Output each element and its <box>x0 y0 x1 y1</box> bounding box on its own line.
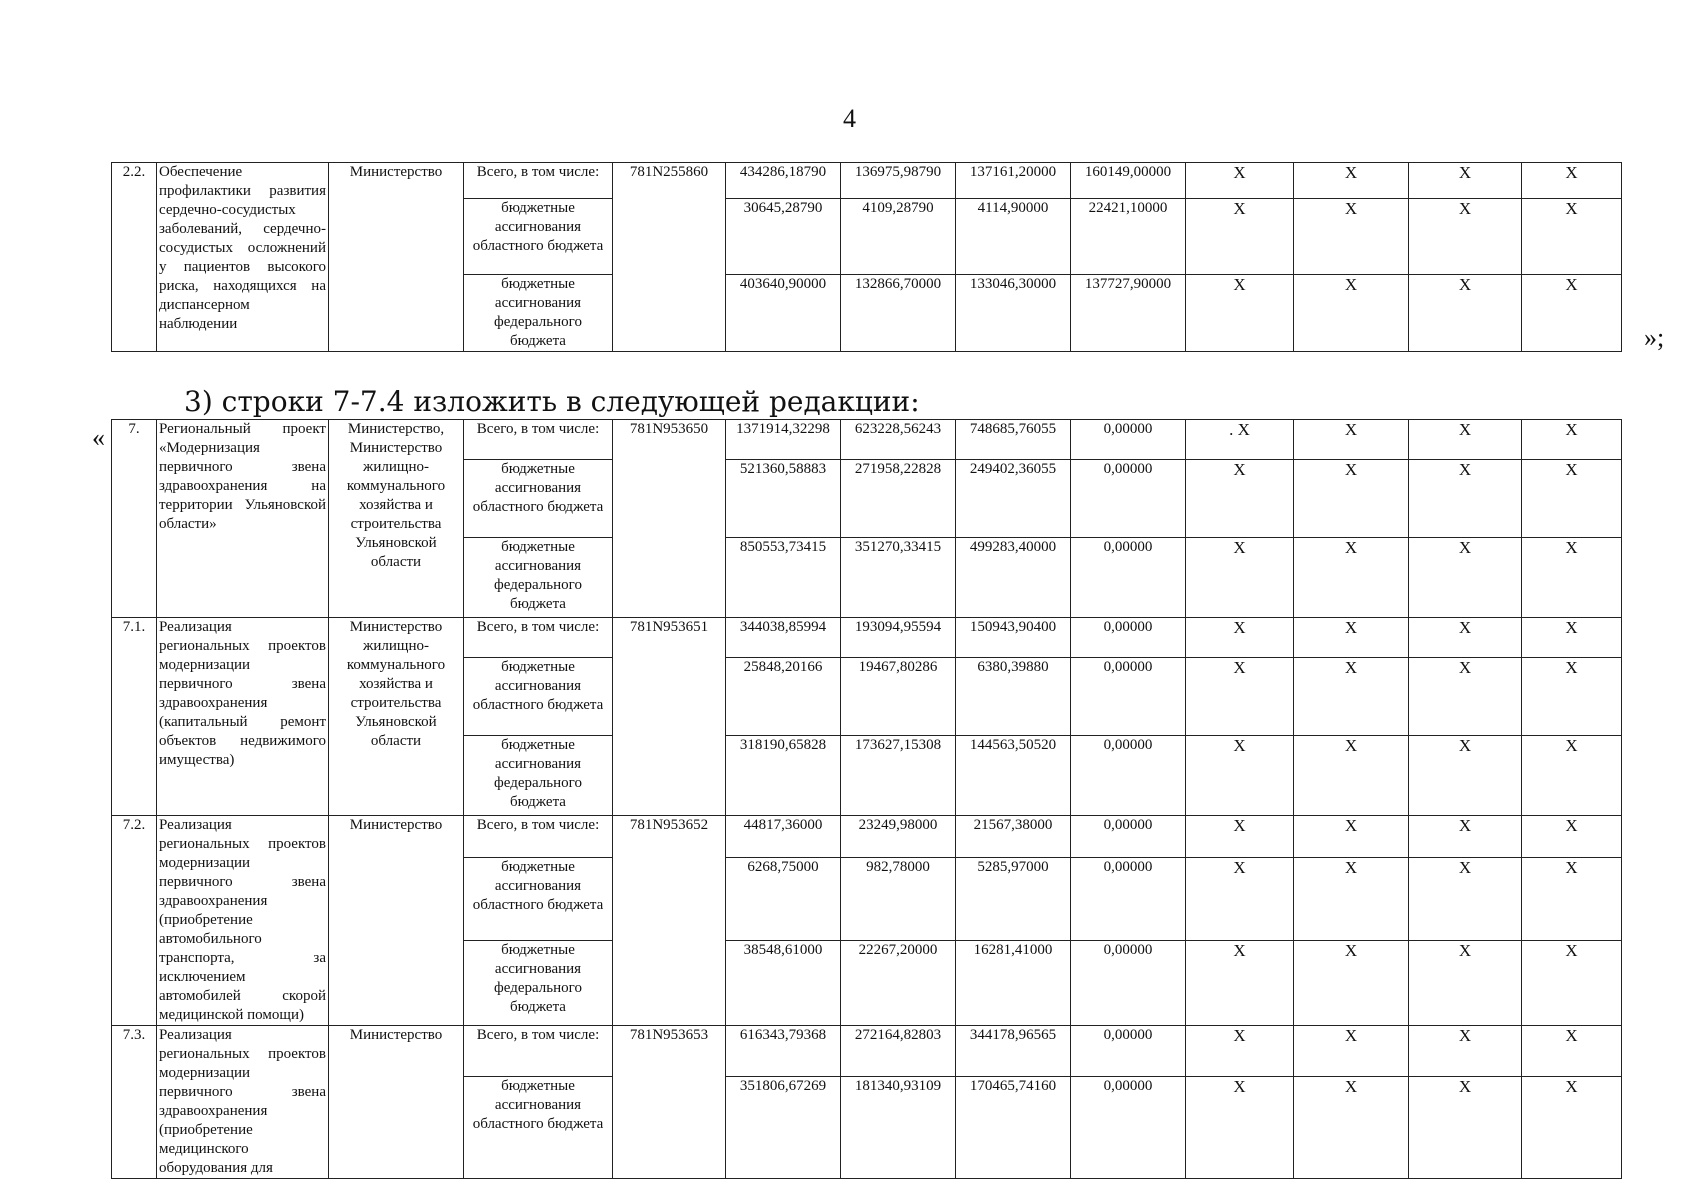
measure-description: Региональный проект «Модернизация первичного звена здравоохранения на территории Ульяновской области» <box>157 420 329 618</box>
x-mark-cell: Х <box>1409 618 1522 658</box>
x-mark-cell: Х <box>1294 275 1409 352</box>
x-mark-cell: Х <box>1522 941 1622 1026</box>
funding-source: бюджетные ассигнования областного бюджета <box>464 199 613 275</box>
x-mark-cell: Х <box>1186 658 1294 736</box>
x-mark-cell: Х <box>1522 163 1622 199</box>
amount-cell: 344178,96565 <box>956 1026 1071 1077</box>
x-mark-cell: Х <box>1409 736 1522 816</box>
x-mark-cell: Х <box>1522 275 1622 352</box>
amount-cell: 4109,28790 <box>841 199 956 275</box>
amount-cell: 6380,39880 <box>956 658 1071 736</box>
measure-description: Обеспечение профилактики развития сердечно-сосудистых заболеваний, сердечно-сосудистых осложнений у пациентов высокого риска, находящихся на диспансерном наблюдении <box>157 163 329 352</box>
x-mark-cell: Х <box>1409 460 1522 538</box>
amount-cell: 6268,75000 <box>726 858 841 941</box>
amount-cell: 5285,97000 <box>956 858 1071 941</box>
x-mark-cell: Х <box>1294 163 1409 199</box>
x-mark-cell: Х <box>1409 420 1522 460</box>
budget-code: 781N953653 <box>613 1026 726 1179</box>
x-mark-cell: Х <box>1294 538 1409 618</box>
x-mark-cell: Х <box>1409 858 1522 941</box>
amount-cell: 44817,36000 <box>726 816 841 858</box>
x-mark-cell: Х <box>1522 1026 1622 1077</box>
x-mark-cell: Х <box>1294 736 1409 816</box>
x-mark-cell: Х <box>1522 420 1622 460</box>
measure-description: Реализация региональных проектов модернизации первичного звена здравоохранения (капитальный ремонт объектов недвижимого имущества) <box>157 618 329 816</box>
table-row <box>112 816 1622 858</box>
amount-cell: 0,00000 <box>1071 420 1186 460</box>
funding-source: бюджетные ассигнования федерального бюджета <box>464 538 613 618</box>
funding-source: Всего, в том числе: <box>464 1026 613 1077</box>
amount-cell: 170465,74160 <box>956 1077 1071 1179</box>
table-row <box>112 618 1622 658</box>
amount-cell: 22267,20000 <box>841 941 956 1026</box>
funding-source: Всего, в том числе: <box>464 163 613 199</box>
amount-cell: 0,00000 <box>1071 816 1186 858</box>
funding-source: бюджетные ассигнования федерального бюджета <box>464 736 613 816</box>
x-mark-cell: Х <box>1186 618 1294 658</box>
amount-cell: 748685,76055 <box>956 420 1071 460</box>
row-number: 7.2. <box>112 816 157 1026</box>
amount-cell: 249402,36055 <box>956 460 1071 538</box>
page-number: 4 <box>843 104 856 133</box>
x-mark-cell: Х <box>1409 816 1522 858</box>
amount-cell: 160149,00000 <box>1071 163 1186 199</box>
funding-source: Всего, в том числе: <box>464 816 613 858</box>
budget-code: 781N255860 <box>613 163 726 352</box>
x-mark-cell: Х <box>1522 858 1622 941</box>
row-number: 2.2. <box>112 163 157 352</box>
amount-cell: 434286,18790 <box>726 163 841 199</box>
x-mark-cell: Х <box>1522 736 1622 816</box>
funding-source: Всего, в том числе: <box>464 420 613 460</box>
x-mark-cell: Х <box>1522 199 1622 275</box>
amount-cell: 344038,85994 <box>726 618 841 658</box>
x-mark-cell: Х <box>1409 941 1522 1026</box>
amount-cell: 132866,70000 <box>841 275 956 352</box>
row-number: 7. <box>112 420 157 618</box>
table-row <box>112 163 1622 199</box>
funding-source: бюджетные ассигнования федерального бюджета <box>464 941 613 1026</box>
x-mark-cell: Х <box>1522 658 1622 736</box>
budget-table-row-2-2 <box>111 162 1622 352</box>
amount-cell: 1371914,32298 <box>726 420 841 460</box>
x-mark-cell: Х <box>1294 941 1409 1026</box>
amount-cell: 0,00000 <box>1071 538 1186 618</box>
x-mark-cell: Х <box>1186 1026 1294 1077</box>
amount-cell: 193094,95594 <box>841 618 956 658</box>
x-mark-cell: Х <box>1522 1077 1622 1179</box>
x-mark-cell: Х <box>1409 275 1522 352</box>
x-mark-cell: Х <box>1294 1026 1409 1077</box>
amount-cell: 21567,38000 <box>956 816 1071 858</box>
x-mark-cell: Х <box>1294 658 1409 736</box>
amount-cell: 19467,80286 <box>841 658 956 736</box>
responsible-executor: Министерство, Министерство жилищно-коммунального хозяйства и строительства Ульяновской области <box>329 420 464 618</box>
row-number: 7.1. <box>112 618 157 816</box>
amount-cell: 623228,56243 <box>841 420 956 460</box>
budget-code: 781N953651 <box>613 618 726 816</box>
x-mark-cell: Х <box>1294 1077 1409 1179</box>
table-row <box>112 420 1622 460</box>
amount-cell: 403640,90000 <box>726 275 841 352</box>
budget-table-rows-7 <box>111 419 1622 1179</box>
amount-cell: 0,00000 <box>1071 941 1186 1026</box>
funding-source: бюджетные ассигнования областного бюджета <box>464 460 613 538</box>
x-mark-cell: Х <box>1409 658 1522 736</box>
x-mark-cell: Х <box>1294 460 1409 538</box>
amount-cell: 850553,73415 <box>726 538 841 618</box>
measure-description: Реализация региональных проектов модернизации первичного звена здравоохранения (приобретение медицинского оборудования для <box>157 1026 329 1179</box>
budget-code: 781N953652 <box>613 816 726 1026</box>
amount-cell: 351806,67269 <box>726 1077 841 1179</box>
measure-description: Реализация региональных проектов модернизации первичного звена здравоохранения (приобретение автомобильного транспорта, за исключением автомобилей скорой медицинской помощи) <box>157 816 329 1026</box>
funding-source: бюджетные ассигнования областного бюджета <box>464 858 613 941</box>
funding-source: бюджетные ассигнования областного бюджета <box>464 1077 613 1179</box>
amount-cell: 30645,28790 <box>726 199 841 275</box>
x-mark-cell: Х <box>1186 460 1294 538</box>
amount-cell: 16281,41000 <box>956 941 1071 1026</box>
x-mark-cell: Х <box>1409 163 1522 199</box>
closing-quote: »; <box>1644 323 1665 352</box>
table-row <box>112 1026 1622 1077</box>
x-mark-cell: Х <box>1294 618 1409 658</box>
x-mark-cell: Х <box>1522 538 1622 618</box>
amount-cell: 0,00000 <box>1071 736 1186 816</box>
amount-cell: 0,00000 <box>1071 618 1186 658</box>
amount-cell: 136975,98790 <box>841 163 956 199</box>
x-mark-cell: Х <box>1409 538 1522 618</box>
amount-cell: 616343,79368 <box>726 1026 841 1077</box>
x-mark-cell: Х <box>1186 1077 1294 1179</box>
funding-source: Всего, в том числе: <box>464 618 613 658</box>
amount-cell: 982,78000 <box>841 858 956 941</box>
x-mark-cell: Х <box>1186 736 1294 816</box>
x-mark-cell: Х <box>1186 941 1294 1026</box>
amount-cell: 271958,22828 <box>841 460 956 538</box>
x-mark-cell: Х <box>1186 163 1294 199</box>
responsible-executor: Министерство <box>329 163 464 352</box>
x-mark-cell: Х <box>1186 538 1294 618</box>
x-mark-cell: Х <box>1409 1077 1522 1179</box>
amount-cell: 499283,40000 <box>956 538 1071 618</box>
amount-cell: 318190,65828 <box>726 736 841 816</box>
x-mark-cell: Х <box>1294 816 1409 858</box>
x-mark-cell: Х <box>1186 199 1294 275</box>
budget-code: 781N953650 <box>613 420 726 618</box>
responsible-executor: Министерство <box>329 816 464 1026</box>
amount-cell: 137727,90000 <box>1071 275 1186 352</box>
amount-cell: 133046,30000 <box>956 275 1071 352</box>
amount-cell: 272164,82803 <box>841 1026 956 1077</box>
amount-cell: 150943,90400 <box>956 618 1071 658</box>
x-mark-cell: Х <box>1522 816 1622 858</box>
amount-cell: 0,00000 <box>1071 858 1186 941</box>
amount-cell: 23249,98000 <box>841 816 956 858</box>
funding-source: бюджетные ассигнования федерального бюджета <box>464 275 613 352</box>
opening-quote: « <box>92 423 105 452</box>
amount-cell: 173627,15308 <box>841 736 956 816</box>
x-mark-cell: Х <box>1522 618 1622 658</box>
x-mark-cell: Х <box>1294 199 1409 275</box>
amount-cell: 137161,20000 <box>956 163 1071 199</box>
amount-cell: 0,00000 <box>1071 1026 1186 1077</box>
amount-cell: 38548,61000 <box>726 941 841 1026</box>
amount-cell: 0,00000 <box>1071 1077 1186 1179</box>
x-mark-cell: Х <box>1409 199 1522 275</box>
amount-cell: 25848,20166 <box>726 658 841 736</box>
responsible-executor: Министерство жилищно-коммунального хозяйства и строительства Ульяновской области <box>329 618 464 816</box>
x-mark-cell: Х <box>1294 858 1409 941</box>
amount-cell: 0,00000 <box>1071 658 1186 736</box>
responsible-executor: Министерство <box>329 1026 464 1179</box>
x-mark-cell: Х <box>1186 858 1294 941</box>
x-mark-cell: Х <box>1409 1026 1522 1077</box>
amount-cell: 144563,50520 <box>956 736 1071 816</box>
x-mark-cell: Х <box>1294 420 1409 460</box>
section-heading: 3) строки 7-7.4 изложить в следующей редакции: <box>184 385 920 418</box>
row-number: 7.3. <box>112 1026 157 1179</box>
amount-cell: 0,00000 <box>1071 460 1186 538</box>
amount-cell: 22421,10000 <box>1071 199 1186 275</box>
amount-cell: 4114,90000 <box>956 199 1071 275</box>
amount-cell: 521360,58883 <box>726 460 841 538</box>
x-mark-cell: Х <box>1186 275 1294 352</box>
funding-source: бюджетные ассигнования областного бюджета <box>464 658 613 736</box>
amount-cell: 181340,93109 <box>841 1077 956 1179</box>
x-mark-cell: Х <box>1186 816 1294 858</box>
x-mark-cell: . Х <box>1186 420 1294 460</box>
x-mark-cell: Х <box>1522 460 1622 538</box>
amount-cell: 351270,33415 <box>841 538 956 618</box>
